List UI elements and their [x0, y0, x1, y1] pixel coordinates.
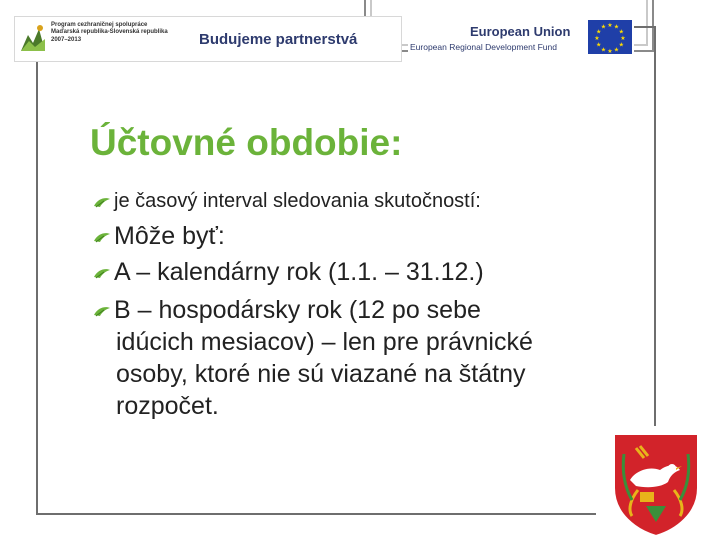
leaf-bullet-icon [92, 266, 114, 280]
bullet-list [92, 184, 612, 422]
bullet-item [92, 222, 612, 251]
eu-logo-block [408, 18, 634, 58]
coat-of-arms-icon [610, 430, 702, 538]
svg-text:★: ★ [618, 28, 624, 36]
slide-frame-bottom [36, 513, 596, 515]
svg-text:★: ★ [613, 23, 620, 31]
partnership-slogan: Budujeme partnerstvá [199, 31, 358, 48]
bullet-line: idúcich mesiacov) – len pre právnické [116, 328, 533, 356]
eu-flag-icon [588, 20, 632, 54]
bullet-item [92, 190, 612, 213]
svg-text:★: ★ [600, 23, 607, 31]
eu-subtitle: European Regional Development Fund [410, 42, 557, 52]
bullet-text: je časový interval sledovania skutočností: [114, 190, 481, 212]
slide-frame-left [36, 60, 38, 515]
eu-title: European Union [470, 24, 571, 39]
bullet-text: B – hospodársky rok (12 po sebe [114, 296, 481, 324]
leaf-bullet-icon [92, 230, 114, 244]
bullet-item [92, 258, 612, 287]
bullet-item [92, 294, 612, 422]
program-line-2: Maďarská republika-Slovenská republika [51, 29, 168, 36]
program-logo-strip [14, 16, 402, 62]
svg-text:★: ★ [594, 35, 600, 42]
program-line-3: 2007–2013 [51, 36, 82, 43]
bullet-line: osoby, ktoré nie sú viazané na štátny [116, 360, 526, 388]
bullet-text: A – kalendárny rok (1.1. – 31.12.) [114, 258, 484, 286]
program-text [51, 22, 201, 44]
bullet-line [92, 294, 612, 326]
svg-text:★: ★ [620, 35, 626, 42]
leaf-bullet-icon [92, 304, 114, 318]
program-line-1: Program cezhraničnej spolupráce [51, 22, 148, 28]
svg-text:★: ★ [596, 28, 602, 36]
bullet-line: rozpočet. [116, 392, 219, 420]
svg-text:★: ★ [596, 41, 602, 49]
svg-text:★: ★ [600, 46, 607, 54]
svg-text:★: ★ [613, 46, 620, 54]
slide-title: Účtovné obdobie: [90, 122, 403, 163]
leaf-bullet-icon [92, 195, 114, 209]
bullet-text: Môže byť: [114, 222, 225, 250]
svg-text:★: ★ [607, 48, 613, 54]
slide-frame-right [654, 26, 656, 426]
svg-text:★: ★ [618, 41, 624, 49]
program-logo-icon [19, 21, 47, 55]
svg-text:★: ★ [607, 22, 613, 29]
